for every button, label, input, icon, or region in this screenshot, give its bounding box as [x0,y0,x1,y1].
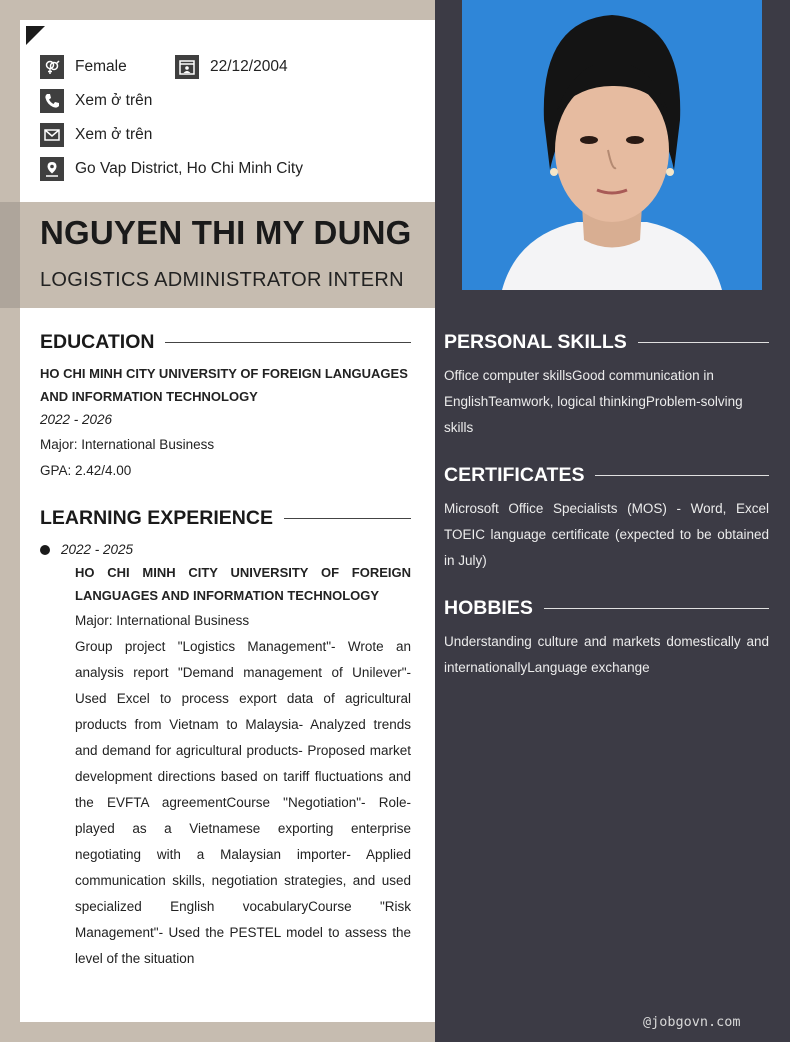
birthdate-value: 22/12/2004 [210,58,288,75]
education-gpa: GPA: 2.42/4.00 [40,463,132,478]
divider [595,475,769,476]
gender-icon [40,55,64,79]
divider [284,518,411,519]
candidate-name: NGUYEN THI MY DUNG [40,214,412,251]
education-school: HO CHI MINH CITY UNIVERSITY OF FOREIGN LANGUAGES AND INFORMATION TECHNOLOGY [40,366,408,404]
job-title: LOGISTICS ADMINISTRATOR INTERN [40,269,404,291]
profile-photo [462,0,762,290]
hobbies-text: Understanding culture and markets domestically and internationallyLanguage exchange [444,634,769,675]
phone-row [40,89,152,113]
name-band-tab [0,202,20,308]
divider [165,342,411,343]
phone-value: Xem ở trên [75,92,153,109]
divider [544,608,769,609]
skills-heading: PERSONAL SKILLS [444,331,769,354]
skills-text: Office computer skillsGood communication in EnglishTeamwork, logical thinkingProblem-solving skills [444,368,743,435]
learning-major: Major: International Business [75,613,250,628]
hobbies-heading: HOBBIES [444,597,769,620]
birthdate-row [175,55,288,79]
divider [638,342,769,343]
timeline-bullet [40,545,50,555]
learning-heading: LEARNING EXPERIENCE [40,507,411,530]
education-period: 2022 - 2026 [40,412,113,427]
certificates-text: Microsoft Office Specialists (MOS) - Word, Excel TOEIC language certificate (expected to be obtained in July) [444,501,769,568]
address-value: Go Vap District, Ho Chi Minh City [75,160,303,177]
email-row [40,123,152,147]
phone-icon [40,89,64,113]
gender-value: Female [75,58,127,75]
address-row [40,157,303,181]
gender-row [40,55,127,79]
education-heading: EDUCATION [40,331,411,354]
learning-description: Group project "Logistics Management"- Wrote an analysis report "Demand management of Unilever"- Used Excel to process export data of agricultural products from Vietnam to Malaysia- Analyzed trends and demand for agricultural products- Proposed market development directions based on tariff fluctuations and the EVFTA agreementCourse "Negotiation"- Role-played as a Vietnamese exporting enterprise negotiating with a Malaysian importer- Applied communication skills, negotiation strategies, and used specialized English vocabularyCourse "Risk Management"- Used the PESTEL model to assess the level of the situation [75,639,411,966]
mail-icon [40,123,64,147]
learning-period: 2022 - 2025 [61,542,134,557]
education-major: Major: International Business [40,437,215,452]
location-icon [40,157,64,181]
watermark: @jobgovn.com [643,1014,741,1030]
certificates-heading: CERTIFICATES [444,464,769,487]
email-value: Xem ở trên [75,126,153,143]
learning-school: HO CHI MINH CITY UNIVERSITY OF FOREIGN LANGUAGES AND INFORMATION TECHNOLOGY [75,565,411,603]
corner-mark [26,26,45,45]
calendar-icon [175,55,199,79]
